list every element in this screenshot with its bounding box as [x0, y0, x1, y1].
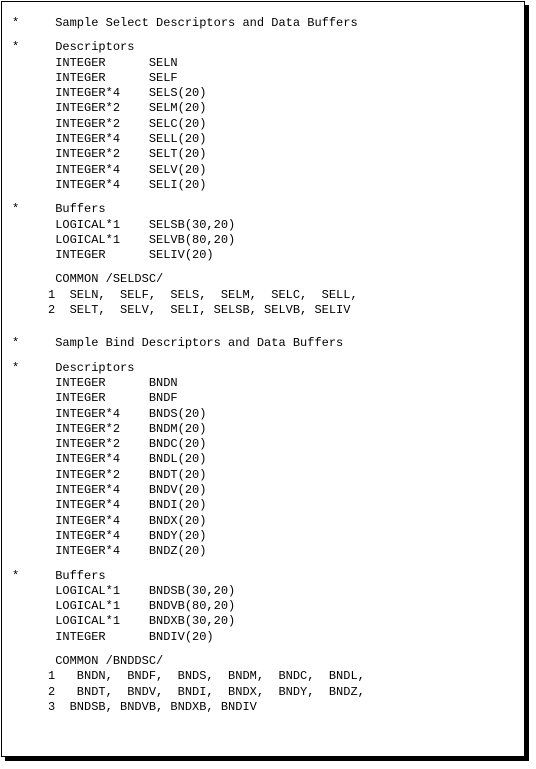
blank-line [12, 352, 365, 361]
code-line: INTEGER*4 BNDS(20) [12, 406, 207, 421]
blank-line [12, 193, 365, 202]
code-line: INTEGER*4 BNDI(20) [12, 498, 207, 513]
code-line: INTEGER*2 BNDM(20) [12, 421, 207, 436]
code-line: INTEGER BNDF [12, 391, 178, 406]
comment-line: * Sample Select Descriptors and Data Buffers [12, 16, 358, 30]
code-line: INTEGER*4 BNDY(20) [12, 528, 207, 543]
code-line: INTEGER SELIV(20) [12, 248, 214, 263]
code-line: INTEGER*4 BNDL(20) [12, 452, 207, 467]
code-line: INTEGER*2 SELM(20) [12, 101, 207, 116]
code-line: INTEGER*4 SELI(20) [12, 177, 207, 192]
code-line: INTEGER BNDIV(20) [12, 629, 214, 644]
code-line: INTEGER*2 BNDC(20) [12, 437, 207, 452]
code-line: INTEGER SELF [12, 70, 178, 85]
code-line: INTEGER*4 BNDV(20) [12, 483, 207, 498]
code-line: LOGICAL*1 BNDXB(30,20) [12, 614, 236, 629]
continuation-line: 1 BNDN, BNDF, BNDS, BNDM, BNDC, BNDL, [12, 669, 365, 684]
code-line: COMMON /SELDSC/ [12, 272, 164, 287]
code-line: INTEGER*4 BNDX(20) [12, 513, 207, 528]
continuation-line: 3 BNDSB, BNDVB, BNDXB, BNDIV [12, 699, 257, 714]
continuation-line: 2 BNDT, BNDV, BNDI, BNDX, BNDY, BNDZ, [12, 684, 365, 699]
code-line: INTEGER*4 BNDZ(20) [12, 544, 207, 559]
blank-line [12, 327, 365, 336]
code-line: LOGICAL*1 BNDSB(30,20) [12, 583, 236, 598]
code-line: LOGICAL*1 SELSB(30,20) [12, 217, 236, 232]
blank-line [12, 645, 365, 654]
comment-line: * Descriptors [12, 40, 135, 55]
comment-line: * Descriptors [12, 360, 135, 375]
comment-line: * Buffers [12, 568, 106, 583]
code-line: LOGICAL*1 SELVB(80,20) [12, 232, 236, 247]
comment-line: * Sample Bind Descriptors and Data Buffers [12, 336, 344, 351]
code-line: INTEGER BNDN [12, 375, 178, 390]
blank-line [12, 263, 365, 272]
blank-line [12, 560, 365, 569]
code-line: COMMON /BNDDSC/ [12, 653, 164, 668]
code-line: INTEGER*4 SELS(20) [12, 86, 207, 101]
code-line: LOGICAL*1 BNDVB(80,20) [12, 599, 236, 614]
blank-line [12, 31, 365, 40]
code-listing [12, 16, 365, 715]
code-line: INTEGER*4 SELL(20) [12, 132, 207, 147]
blank-line [12, 318, 365, 327]
code-listing-frame [1, 1, 525, 757]
code-line: INTEGER*2 BNDT(20) [12, 467, 207, 482]
code-line: INTEGER SELN [12, 55, 178, 70]
code-line: INTEGER*4 SELV(20) [12, 162, 207, 177]
comment-line: * Buffers [12, 202, 106, 217]
code-line: INTEGER*2 SELC(20) [12, 116, 207, 131]
continuation-line: 1 SELN, SELF, SELS, SELM, SELC, SELL, [12, 287, 358, 302]
continuation-line: 2 SELT, SELV, SELI, SELSB, SELVB, SELIV [12, 303, 351, 318]
code-line: INTEGER*2 SELT(20) [12, 147, 207, 162]
